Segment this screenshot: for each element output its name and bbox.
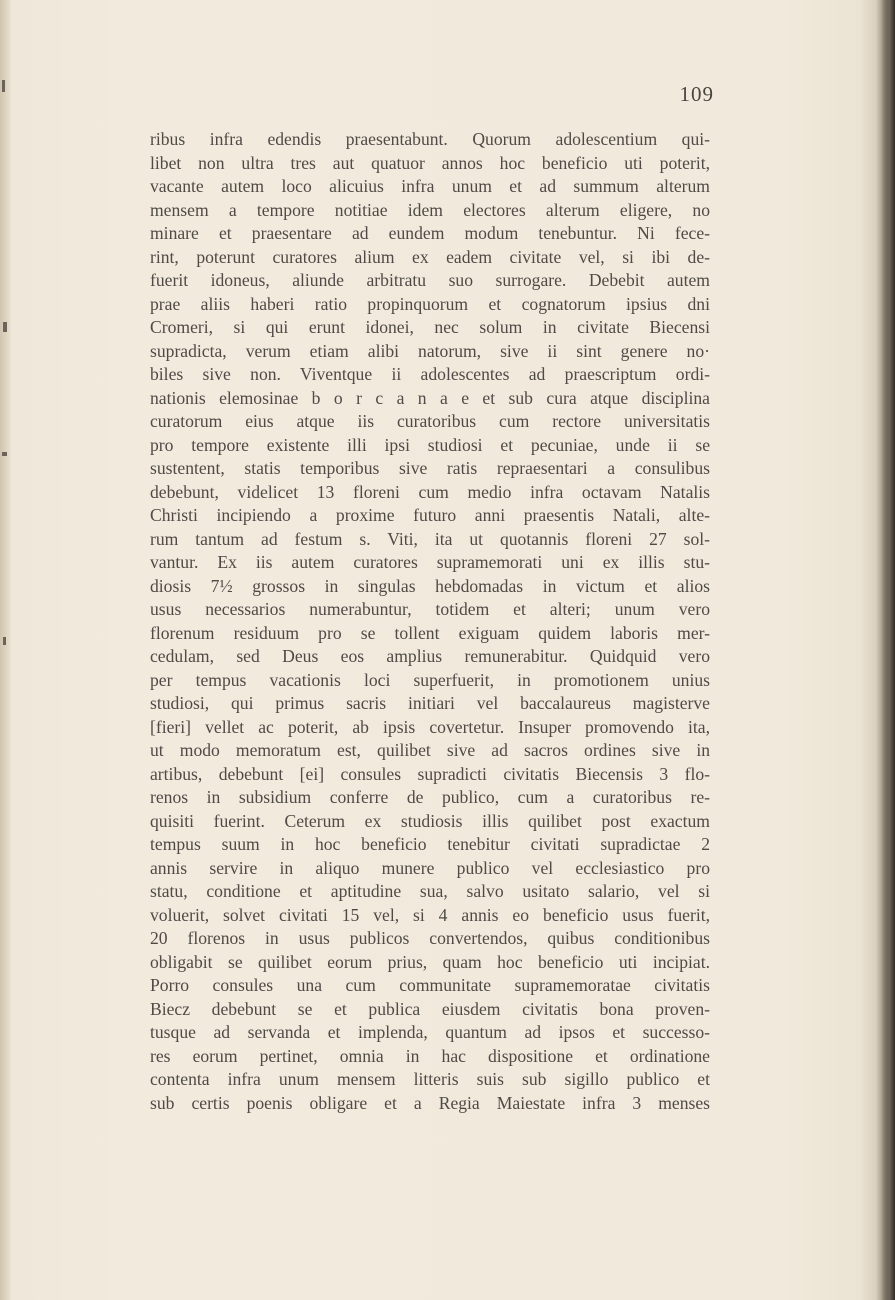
text-line: Christi incipiendo a proxime futuro anni praesentis Natali, alte- — [150, 505, 710, 525]
text-line: rum tantum ad festum s. Viti, ita ut quotannis floreni 27 sol- — [150, 528, 710, 549]
text-line: annis servire in aliquo munere publico vel ecclesiastico pro — [150, 857, 710, 878]
left-page-edge — [0, 0, 10, 1300]
text-line: ut modo memoratum est, quilibet sive ad sacros ordines sive in — [150, 740, 710, 760]
text-line: voluerit, solvet civitati 15 vel, si 4 annis eo beneficio usus fuerit, — [150, 904, 710, 925]
text-line: florenum residuum pro se tollent exiguam quidem laboris mer- — [150, 622, 710, 643]
text-line: diosis 7½ grossos in singulas hebdomadas in victum et alios — [150, 575, 710, 596]
text-line: libet non ultra tres aut quatuor annos hoc beneficio uti poterit, — [150, 152, 710, 173]
text-line: prae aliis haberi ratio propinquorum et cognatorum ipsius dni — [150, 293, 710, 314]
text-line: biles sive non. Viventque ii adolescentes ad praescriptum ordi- — [150, 364, 710, 384]
text-line: mensem a tempore notitiae idem electores alterum eligere, no — [150, 199, 710, 220]
text-line: contenta infra unum mensem litteris suis sub sigillo publico et — [150, 1069, 710, 1089]
text-line: vantur. Ex iis autem curatores supramemorati uni ex illis stu- — [150, 552, 710, 572]
edge-speck — [2, 80, 5, 92]
book-binding-edge — [881, 0, 895, 1300]
edge-speck — [3, 637, 6, 645]
page-number: 109 — [679, 82, 714, 106]
text-line: supradicta, verum etiam alibi natorum, sive ii sint genere no· — [150, 340, 710, 361]
text-line: tusque ad servanda et implenda, quantum ad ipsos et successo- — [150, 1022, 710, 1042]
edge-speck — [3, 322, 7, 332]
text-line: per tempus vacationis loci superfuerit, in promotionem unius — [150, 669, 710, 690]
text-line: debebunt, videlicet 13 floreni cum medio infra octavam Natalis — [150, 481, 710, 502]
text-line: Porro consules una cum communitate supramemoratae civitatis — [150, 975, 710, 995]
text-line: [fieri] vellet ac poterit, ab ipsis covertetur. Insuper promovendo ita, — [150, 716, 710, 737]
text-line: curatorum eius atque iis curatoribus cum rectore universitatis — [150, 411, 710, 431]
text-line: 20 florenos in usus publicos convertendos, quibus conditionibus — [150, 928, 710, 948]
text-line: usus necessarios numerabuntur, totidem et alteri; unum vero — [150, 599, 710, 619]
text-line: fuerit idoneus, aliunde arbitratu suo surrogare. Debebit autem — [150, 270, 710, 290]
text-line: ribus infra edendis praesentabunt. Quorum adolescentium qui- — [150, 129, 710, 149]
edge-speck — [2, 452, 7, 456]
body-text — [150, 128, 710, 1115]
text-line: artibus, debebunt [ei] consules supradicti civitatis Biecensis 3 flo- — [150, 763, 710, 784]
text-line: sub certis poenis obligare et a Regia Maiestate infra 3 menses — [150, 1092, 710, 1113]
text-line: sustentent, statis temporibus sive ratis repraesentari a consulibus — [150, 458, 710, 478]
text-line: statu, conditione et aptitudine sua, salvo usitato salario, vel si — [150, 881, 710, 901]
text-line: tempus suum in hoc beneficio tenebitur civitati supradictae 2 — [150, 834, 710, 854]
text-line: vacante autem loco alicuius infra unum et ad summum alterum — [150, 176, 710, 196]
text-line: rint, poterunt curatores alium ex eadem civitate vel, si ibi de- — [150, 246, 710, 267]
text-line: res eorum pertinet, omnia in hac dispositione et ordinatione — [150, 1045, 710, 1066]
text-line: renos in subsidium conferre de publico, cum a curatoribus re- — [150, 787, 710, 807]
text-line: nationis elemosinae b o r c a n a e et sub cura atque disciplina — [150, 387, 710, 408]
text-line: obligabit se quilibet eorum prius, quam hoc beneficio uti incipiat. — [150, 951, 710, 972]
text-line: quisiti fuerint. Ceterum ex studiosis illis quilibet post exactum — [150, 810, 710, 831]
text-line: Biecz debebunt se et publica eiusdem civitatis bona proven- — [150, 998, 710, 1019]
text-line: cedulam, sed Deus eos amplius remunerabitur. Quidquid vero — [150, 646, 710, 666]
text-line: Cromeri, si qui erunt idonei, nec solum in civitate Biecensi — [150, 317, 710, 337]
text-line: studiosi, qui primus sacris initiari vel baccalaureus magisterve — [150, 693, 710, 713]
text-line: minare et praesentare ad eundem modum tenebuntur. Ni fece- — [150, 223, 710, 243]
text-line: pro tempore existente illi ipsi studiosi et pecuniae, unde ii se — [150, 434, 710, 455]
